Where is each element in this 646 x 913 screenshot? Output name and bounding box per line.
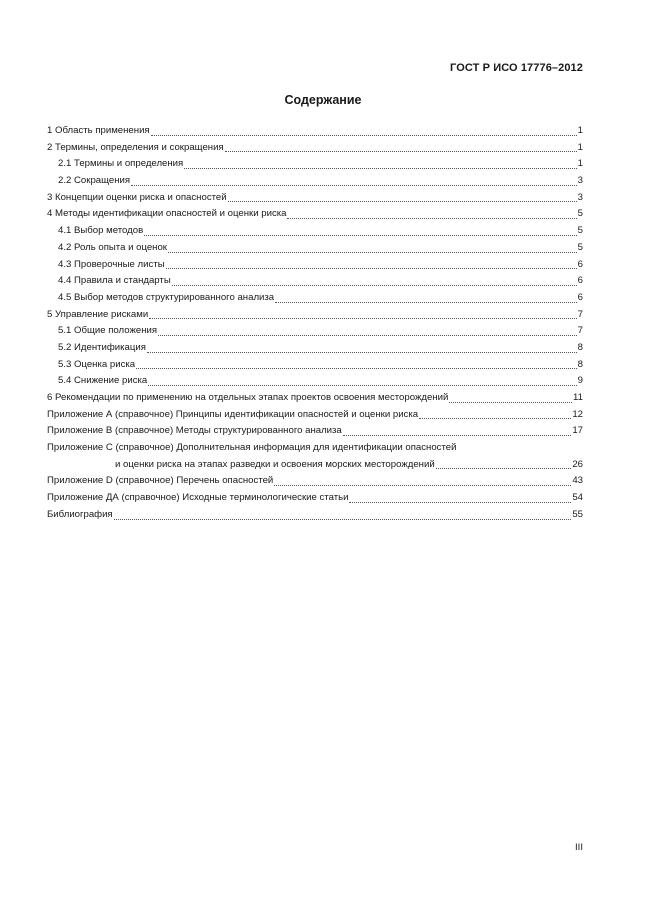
toc-leader	[274, 484, 571, 486]
toc-leader	[131, 184, 577, 186]
toc-entry-label: 2 Термины, определения и сокращения	[47, 141, 224, 153]
toc-entry[interactable]	[47, 123, 583, 140]
toc-leader	[225, 150, 577, 152]
toc-entry-page: 6	[577, 258, 583, 270]
toc-entry-page: 1	[577, 125, 583, 136]
toc-leader	[172, 284, 577, 286]
toc-entry[interactable]	[47, 290, 583, 307]
toc-entry-label: Приложение D (справочное) Перечень опасностей	[47, 475, 274, 487]
toc-entry-label: 5.2 Идентификация	[58, 341, 146, 353]
toc-entry-page: 7	[577, 308, 583, 320]
toc-entry-label: 1 Область применения	[47, 125, 150, 136]
toc-leader	[449, 401, 572, 403]
toc-entry-page: 5	[577, 208, 583, 220]
page-number: III	[575, 842, 583, 853]
toc-entry-page: 11	[573, 392, 583, 403]
toc-entry-label: 5.3 Оценка риска	[58, 358, 136, 370]
toc-entry[interactable]	[47, 357, 583, 374]
toc-entry-page: 7	[577, 325, 583, 337]
toc-entry-page: 8	[577, 341, 583, 353]
toc-entry[interactable]	[47, 307, 583, 324]
toc-entry-page: 55	[572, 508, 583, 520]
toc-entry-page: 26	[572, 458, 583, 470]
toc-entry[interactable]	[47, 273, 583, 290]
toc-leader	[148, 384, 576, 386]
toc-entry[interactable]	[47, 223, 583, 240]
toc-entry[interactable]	[47, 423, 583, 440]
toc-leader	[151, 134, 577, 136]
toc-leader	[114, 518, 572, 520]
toc-entry-page: 12	[572, 408, 583, 420]
toc-leader	[144, 234, 576, 236]
toc-entry-page: 3	[577, 191, 583, 203]
toc-entry-page: 54	[572, 492, 583, 504]
toc-entry-label: 4.2 Роль опыта и оценок	[58, 241, 167, 253]
toc-entry[interactable]	[47, 140, 583, 157]
toc-entry-label: и оценки риска на этапах разведки и освоения морских месторождений	[115, 458, 435, 470]
toc-entry-page: 3	[577, 175, 583, 187]
toc-leader	[184, 167, 576, 169]
toc-leader	[166, 267, 577, 269]
toc-entry-label: 2.1 Термины и определения	[58, 158, 184, 170]
toc-entry[interactable]	[47, 206, 583, 223]
toc-leader	[147, 351, 577, 353]
toc-leader	[436, 467, 572, 469]
standard-code: ГОСТ Р ИСО 17776–2012	[450, 62, 583, 74]
toc-leader	[149, 317, 576, 319]
toc-entry-page: 5	[577, 225, 583, 237]
toc-leader	[349, 501, 571, 503]
toc-entry[interactable]	[47, 173, 583, 190]
toc-entry[interactable]	[47, 407, 583, 424]
toc-entry-page: 6	[577, 275, 583, 287]
toc-entry-label: 5.1 Общие положения	[58, 325, 158, 337]
toc-entry-label: 3 Концепции оценки риска и опасностей	[47, 191, 227, 203]
toc-entry[interactable]	[47, 473, 583, 490]
toc-entry[interactable]	[47, 257, 583, 274]
toc-entry[interactable]	[47, 323, 583, 340]
toc-leader	[136, 367, 577, 369]
toc-entry-label: 5 Управление рисками	[47, 308, 149, 320]
toc-entry[interactable]	[47, 390, 583, 407]
toc-entry-page: 9	[577, 375, 583, 387]
toc-entry-page: 1	[577, 141, 583, 153]
toc-entry-page: 8	[577, 358, 583, 370]
toc-leader	[168, 251, 577, 253]
toc-entry-label: 4.1 Выбор методов	[58, 225, 144, 237]
toc-leader	[343, 434, 572, 436]
toc-entry-continuation[interactable]	[47, 457, 583, 474]
toc-leader	[419, 417, 571, 419]
toc-entry-page: 5	[577, 241, 583, 253]
toc-title: Содержание	[284, 93, 362, 107]
toc-entry[interactable]	[47, 240, 583, 257]
toc-leader	[275, 301, 577, 303]
toc-entry-label: Приложение В (справочное) Методы структурированного анализа	[47, 425, 342, 437]
toc-leader	[287, 217, 576, 219]
toc-entry-label: Приложение С (справочное) Дополнительная информация для идентификации опасностей	[47, 442, 457, 454]
toc-entry[interactable]	[47, 190, 583, 207]
toc-entry[interactable]	[47, 507, 583, 524]
toc-entry-label: 5.4 Снижение риска	[58, 375, 148, 387]
toc-entry-label: Приложение ДА (справочное) Исходные терминологические статьи	[47, 492, 349, 504]
toc-entry[interactable]	[47, 340, 583, 357]
toc-entry-label: Приложение А (справочное) Принципы идентификации опасностей и оценки риска	[47, 408, 419, 420]
toc-entry[interactable]	[47, 490, 583, 507]
toc-entry-label: 2.2 Сокращения	[58, 175, 131, 187]
toc-entry-label: 4.3 Проверочные листы	[58, 258, 165, 270]
toc-entry-page: 6	[577, 291, 583, 303]
toc-entry-label: 4 Методы идентификации опасностей и оценки риска	[47, 208, 287, 220]
table-of-contents	[47, 123, 583, 524]
toc-entry[interactable]	[47, 440, 583, 457]
toc-leader	[228, 200, 577, 202]
toc-entry-label: Библиография	[47, 508, 113, 520]
toc-entry-label: 4.5 Выбор методов структурированного анализа	[58, 291, 275, 303]
toc-entry-page: 43	[572, 475, 583, 487]
toc-entry-label: 4.4 Правила и стандарты	[58, 275, 171, 287]
toc-entry-page: 17	[572, 425, 583, 437]
toc-entry-label: 6 Рекомендации по применению на отдельных этапах проектов освоения месторождений	[47, 392, 449, 403]
toc-entry-page: 1	[577, 158, 583, 170]
toc-entry[interactable]	[47, 156, 583, 173]
toc-entry[interactable]	[47, 373, 583, 390]
toc-leader	[158, 334, 577, 336]
